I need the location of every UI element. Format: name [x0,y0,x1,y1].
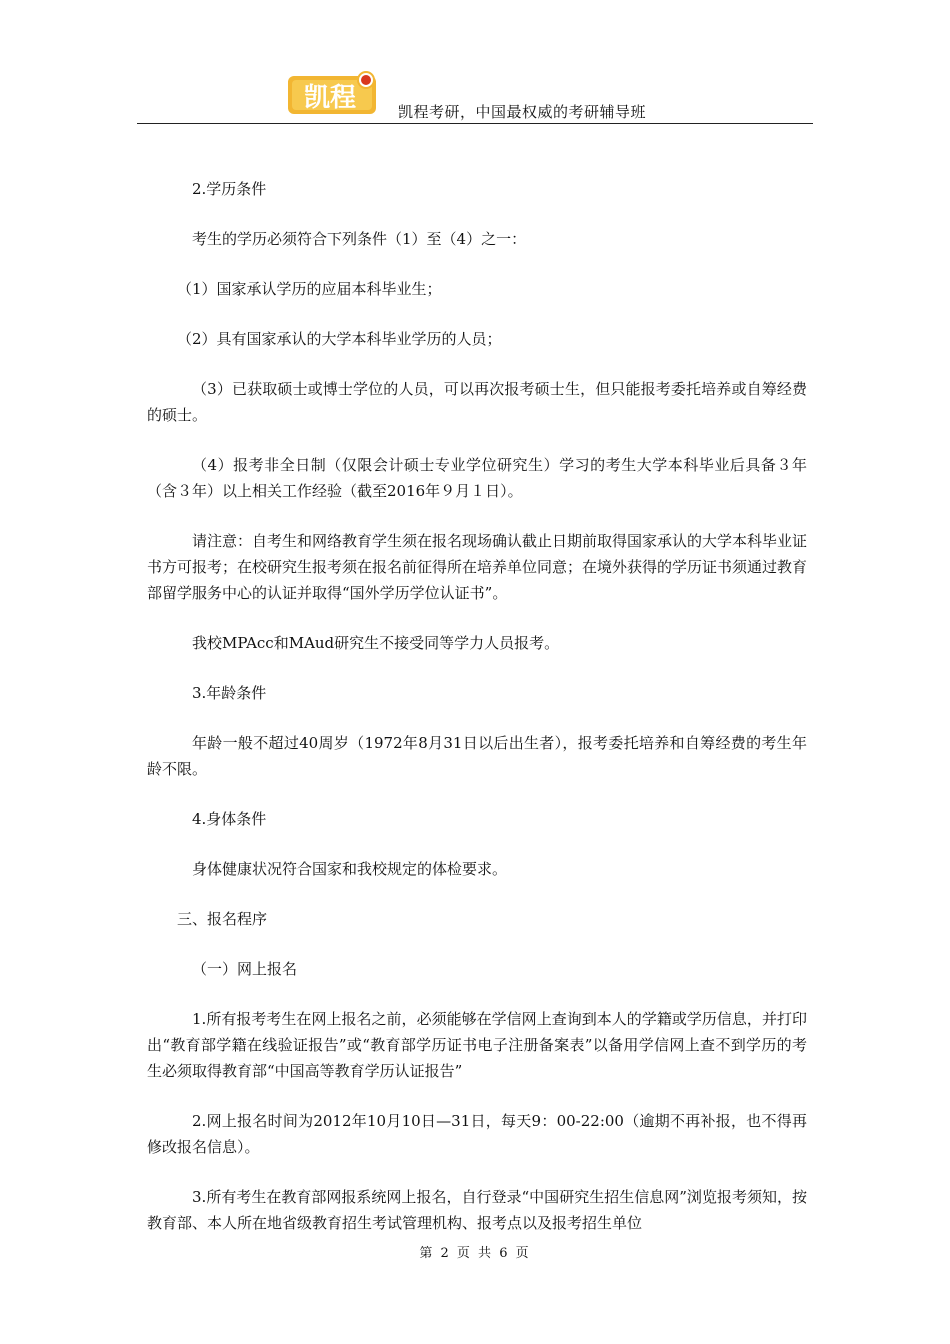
paragraph-notice: 请注意：自考生和网络教育学生须在报名现场确认截止日期前取得国家承认的大学本科毕业证书方可报考；在校研究生报考须在报名前征得所在培养单位同意；在境外获得的学历证书须通过教育部留学服务中心的认证并取得“国外学历学位认证书”。 [147,532,808,602]
heading-education: 2.学历条件 [192,180,267,198]
logo-mark-icon [286,66,380,118]
list-item: （1）国家承认学历的应届本科毕业生； [177,280,442,298]
heading-age: 3.年龄条件 [192,684,267,702]
list-item: （4）报考非全日制（仅限会计硕士专业学位研究生）学习的考生大学本科毕业后具备３年（含３年）以上相关工作经验（截至2016年９月１日）。 [147,456,807,500]
list-item: 3.所有考生在教育部网报系统网上报名，自行登录“中国研究生招生信息网”浏览报考须知，按教育部、本人所在地省级教育招生考试管理机构、报考点以及报考招生单位 [147,1188,807,1232]
page-number: 第 2 页 共 6 页 [419,1246,531,1261]
header-tagline: 凯程考研，中国最权威的考研辅导班 [398,103,647,121]
paragraph: 身体健康状况符合国家和我校规定的体检要求。 [192,860,508,878]
heading-procedure: 三、报名程序 [177,910,268,928]
paragraph: 年龄一般不超过40周岁（1972年8月31日以后出生者），报考委托培养和自筹经费的考生年龄不限。 [147,734,807,778]
document-body [147,176,807,1260]
list-item: （3）已获取硕士或博士学位的人员，可以再次报考硕士生，但只能报考委托培养或自筹经费的硕士。 [147,380,807,424]
paragraph: 我校MPAcc和MAud研究生不接受同等学力人员报考。 [192,634,560,652]
header-divider [137,123,813,124]
list-item: 2.网上报名时间为2012年10月10日—31日，每天9：00-22:00（逾期不再补报，也不得再修改报名信息）。 [147,1112,807,1156]
list-item: （2）具有国家承认的大学本科毕业学历的人员； [177,330,502,348]
paragraph: 考生的学历必须符合下列条件（1）至（4）之一： [192,230,527,248]
list-item: 1.所有报考考生在网上报名之前，必须能够在学信网上查询到本人的学籍或学历信息，并打印出“教育部学籍在线验证报告”或“教育部学历证书电子注册备案表”以备用学信网上查不到学历的考生必须取得教育部“中国高等教育学历认证报告” [147,1010,807,1080]
kaicheng-logo [286,66,380,118]
logo-text: 凯程 [303,83,357,113]
heading-health: 4.身体条件 [192,810,267,828]
heading-online-registration: （一）网上报名 [192,960,298,978]
